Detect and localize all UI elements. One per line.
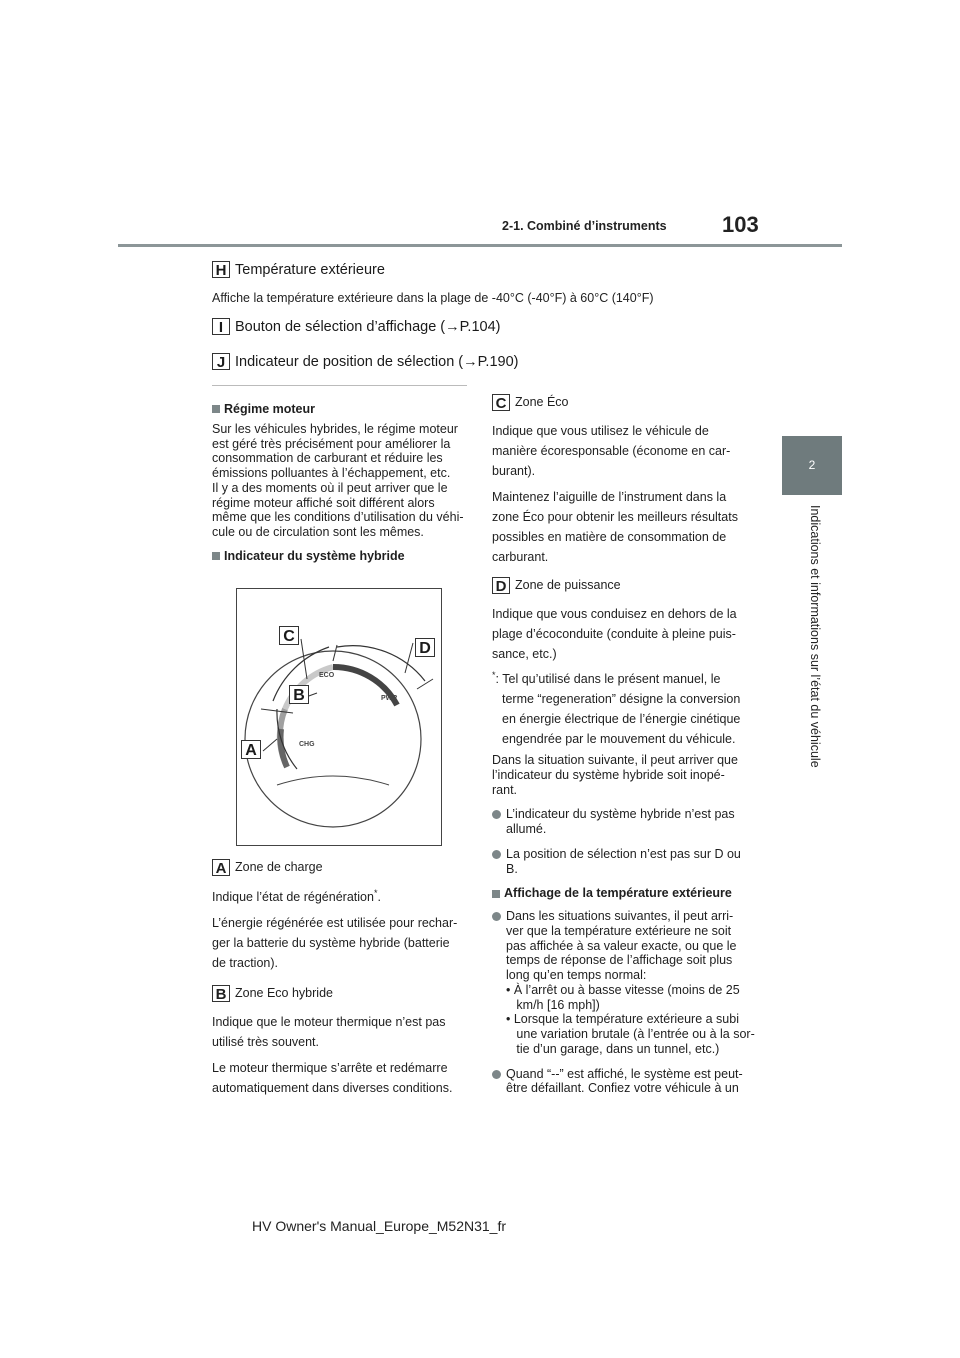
letter-box: C [492,394,510,411]
pwr-label: PWR [381,695,398,702]
square-bullet-icon [212,552,220,560]
footnote: *: Tel qu’utilisé dans le présent manuel, le terme “regeneration” désigne la conversion en énergie électrique de l’énergie cinétique engendrée par le mouvement du véhicule. [492,670,741,747]
letter-box: B [212,985,230,1002]
header-rule [118,244,842,247]
zone-a-text: L’énergie régénérée est utilisée pour rechar- ger la batterie du système hybride (batterie de traction). [212,916,458,971]
zone-a-row [212,859,474,876]
zone-d-row [492,577,756,594]
letter-box: A [212,859,230,876]
circle-bullet-icon [492,1070,501,1079]
zone-b-text: Indique que le moteur thermique n’est pas utilisé très souvent. [212,1015,446,1050]
bullet-item: La position de sélection n’est pas sur D ou B. [492,847,756,877]
section-title: 2-1. Combiné d’instruments [502,219,667,233]
item-j [212,353,518,370]
letter-box: H [212,261,230,278]
zone-d-label: Zone de puissance [515,578,621,593]
gauge-illustration [237,589,441,845]
item-label: Bouton de sélection d’affichage (→P.104) [235,318,501,335]
chg-label: CHG [299,741,315,748]
zone-d-text: Indique que vous conduisez en dehors de la plage d’écoconduite (conduite à pleine puis- sance, etc.) [492,607,737,661]
square-bullet-icon [212,405,220,413]
figure-label-d: D [415,638,435,657]
eco-label: ECO [319,672,335,679]
figure-label-a: A [241,740,261,759]
item-i [212,318,500,335]
zone-b-label: Zone Eco hybride [235,986,333,1001]
hybrid-indicator-figure [236,588,442,846]
zone-c-text-2: Maintenez l’aiguille de l’instrument dans la zone Éco pour obtenir les meilleurs résultats possibles en matière de consommation de carburant. [492,490,738,564]
zone-b-text-2: Le moteur thermique s’arrête et redémarre automatiquement dans diverses conditions. [212,1061,453,1096]
circle-bullet-icon [492,850,501,859]
bullet-item: Dans les situations suivantes, il peut arri- ver que la température extérieure ne soit pas affichée à sa valeur exacte, ou que le temps de réponse de l’affichage soit plus long qu’en temps normal: • À l’arrêt ou à basse vitesse (moins de 25 km/h [16 mph]) • Lorsque la température extérieure a subi une variation brutale (à l’entrée ou à la sor- tie d’un garage, dans un tunnel, etc.) [492,909,756,1057]
zone-c-row [492,394,756,411]
left-column [212,402,474,564]
circle-bullet-icon [492,810,501,819]
item-h-desc: Affiche la température extérieure dans la plage de -40°C (-40°F) à 60°C (140°F) [212,291,654,305]
zone-b-row [212,985,474,1002]
zone-c-label: Zone Éco [515,395,569,410]
temp-heading: Affichage de la température extérieure [492,886,756,901]
figure-label-c: C [279,626,299,645]
item-h [212,261,385,278]
letter-box: D [492,577,510,594]
chapter-tab[interactable]: 2 [782,436,842,495]
letter-box: J [212,353,230,370]
item-label: Température extérieure [235,261,385,278]
left-column-lower [212,859,474,1098]
right-column [492,394,756,1096]
situation-text: Dans la situation suivante, il peut arriver que l’indicateur du système hybride soit inopé- rant. [492,753,738,797]
zone-a-desc: Indique l’état de régénération*. [212,888,381,905]
item-label: Indicateur de position de sélection (→P.190) [235,353,519,370]
circle-bullet-icon [492,912,501,921]
zone-c-text: Indique que vous utilisez le véhicule de manière écoresponsable (économe en car- burant). [492,424,731,478]
page-number: 103 [722,212,759,237]
section-divider [212,385,467,386]
engine-text: Sur les véhicules hybrides, le régime moteur est géré très précisément pour améliorer la consommation de carburant et réduire les émissions polluantes à l’échappement, etc. Il y a des moments où il peut arriver que le régime moteur affiché soit différent alors même que les conditions d’utilisation du véhi- cule ou de circulation sont les mêmes. [212,421,464,539]
hybrid-heading: Indicateur du système hybride [212,549,474,564]
square-bullet-icon [492,890,500,898]
zone-a-label: Zone de charge [235,860,323,875]
figure-label-b: B [289,685,309,704]
bullet-item: Quand “--” est affiché, le système est peut- être défaillant. Confiez votre véhicule à un [492,1067,756,1097]
bullet-item: L’indicateur du système hybride n’est pas allumé. [492,807,756,837]
letter-box: I [212,318,230,335]
chapter-title: Indications et informations sur l’état du véhicule [808,505,822,768]
footer-text: HV Owner's Manual_Europe_M52N31_fr [252,1218,507,1234]
engine-heading: Régime moteur [212,402,474,417]
